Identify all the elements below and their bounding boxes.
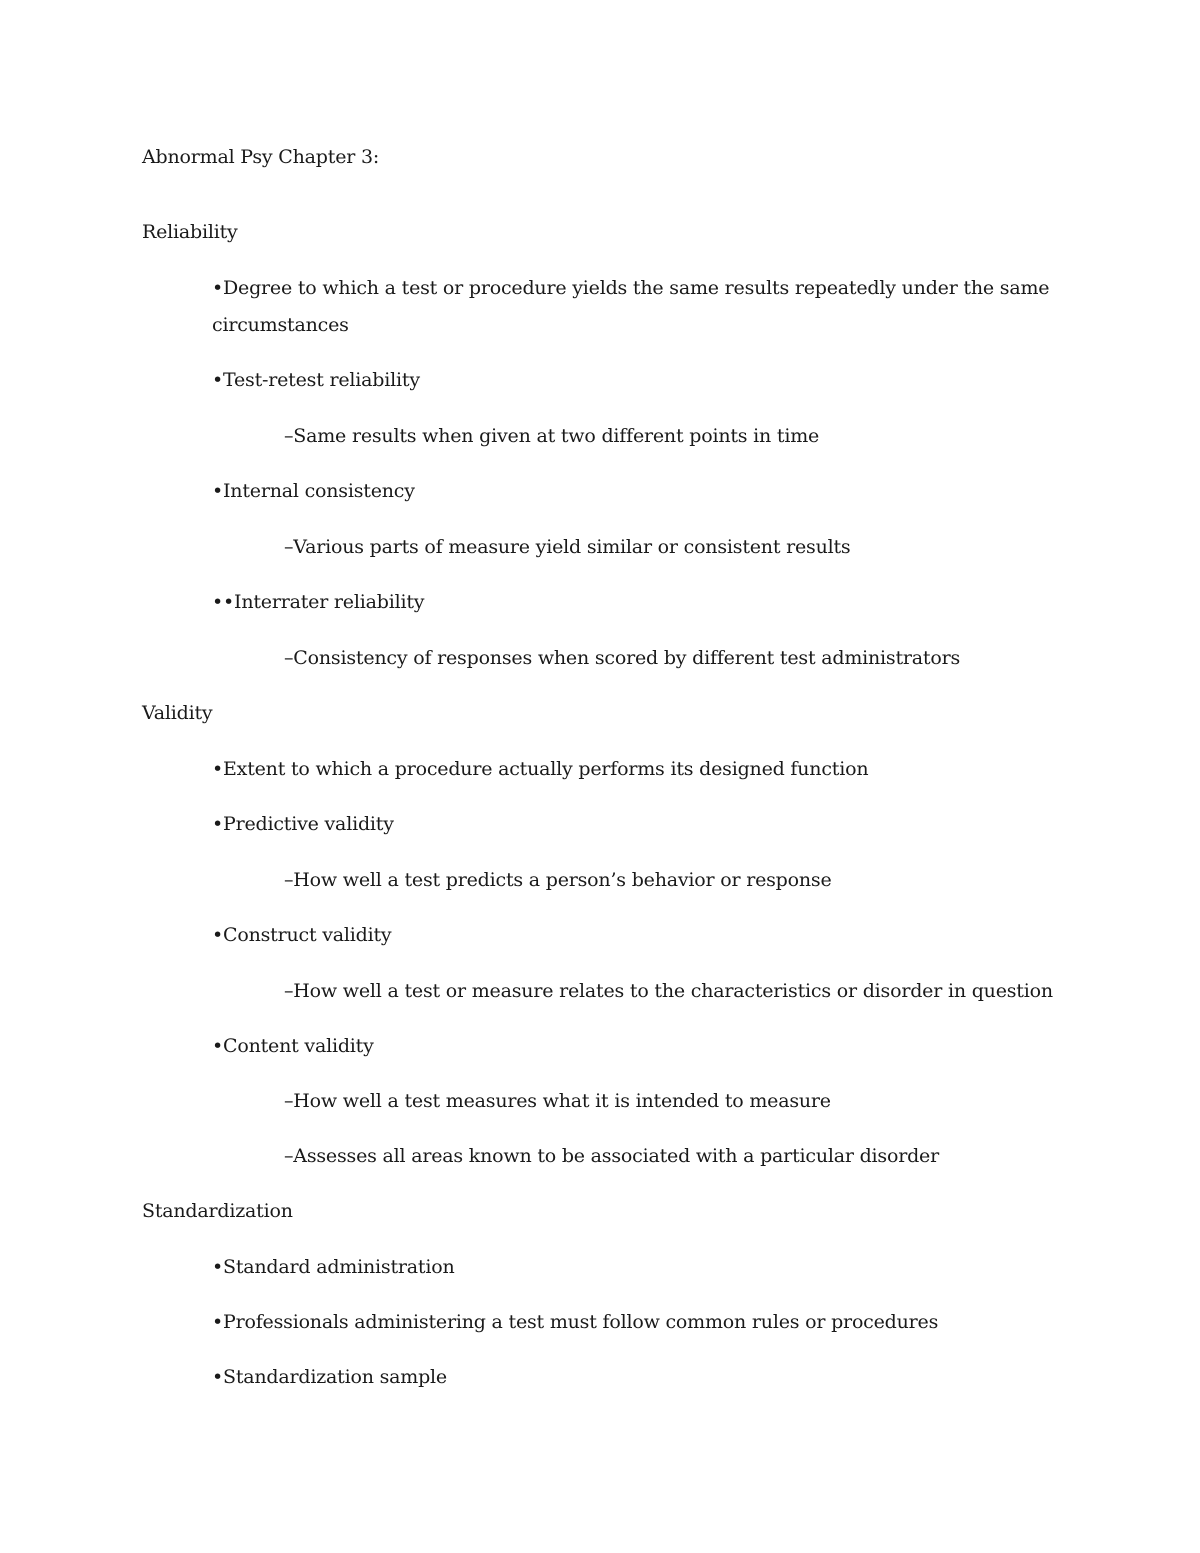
- bullet-test-retest: •Test-retest reliability: [212, 369, 420, 391]
- bullet-construct-validity: •Construct validity: [212, 924, 392, 946]
- document-title: Abnormal Psy Chapter 3:: [142, 146, 380, 168]
- bullet-validity-definition: •Extent to which a procedure actually performs its designed function: [212, 758, 869, 780]
- sub-bullet-internal-consistency: –Various parts of measure yield similar or consistent results: [284, 536, 851, 558]
- section-heading-validity: Validity: [142, 702, 213, 724]
- bullet-content-validity: •Content validity: [212, 1035, 374, 1057]
- bullet-standardization-sample: •Standardization sample: [212, 1366, 447, 1388]
- bullet-reliability-definition: •Degree to which a test or procedure yields the same results repeatedly under the same circumstances: [212, 277, 1050, 336]
- section-heading-standardization: Standardization: [142, 1200, 293, 1222]
- sub-bullet-content-validity-2: –Assesses all areas known to be associated with a particular disorder: [284, 1145, 939, 1167]
- bullet-interrater: ••Interrater reliability: [212, 591, 425, 613]
- sub-bullet-content-validity-1: –How well a test measures what it is intended to measure: [284, 1090, 831, 1112]
- sub-bullet-interrater: –Consistency of responses when scored by different test administrators: [284, 647, 961, 669]
- bullet-internal-consistency: •Internal consistency: [212, 480, 415, 502]
- sub-bullet-test-retest: –Same results when given at two different points in time: [284, 425, 820, 447]
- section-heading-reliability: Reliability: [142, 221, 238, 243]
- bullet-predictive-validity: •Predictive validity: [212, 813, 394, 835]
- sub-bullet-construct-validity: –How well a test or measure relates to the characteristics or disorder in question: [284, 980, 1053, 1002]
- bullet-standard-administration: •Standard administration: [212, 1256, 455, 1278]
- bullet-professionals: •Professionals administering a test must follow common rules or procedures: [212, 1311, 939, 1333]
- sub-bullet-predictive-validity: –How well a test predicts a person’s behavior or response: [284, 869, 832, 891]
